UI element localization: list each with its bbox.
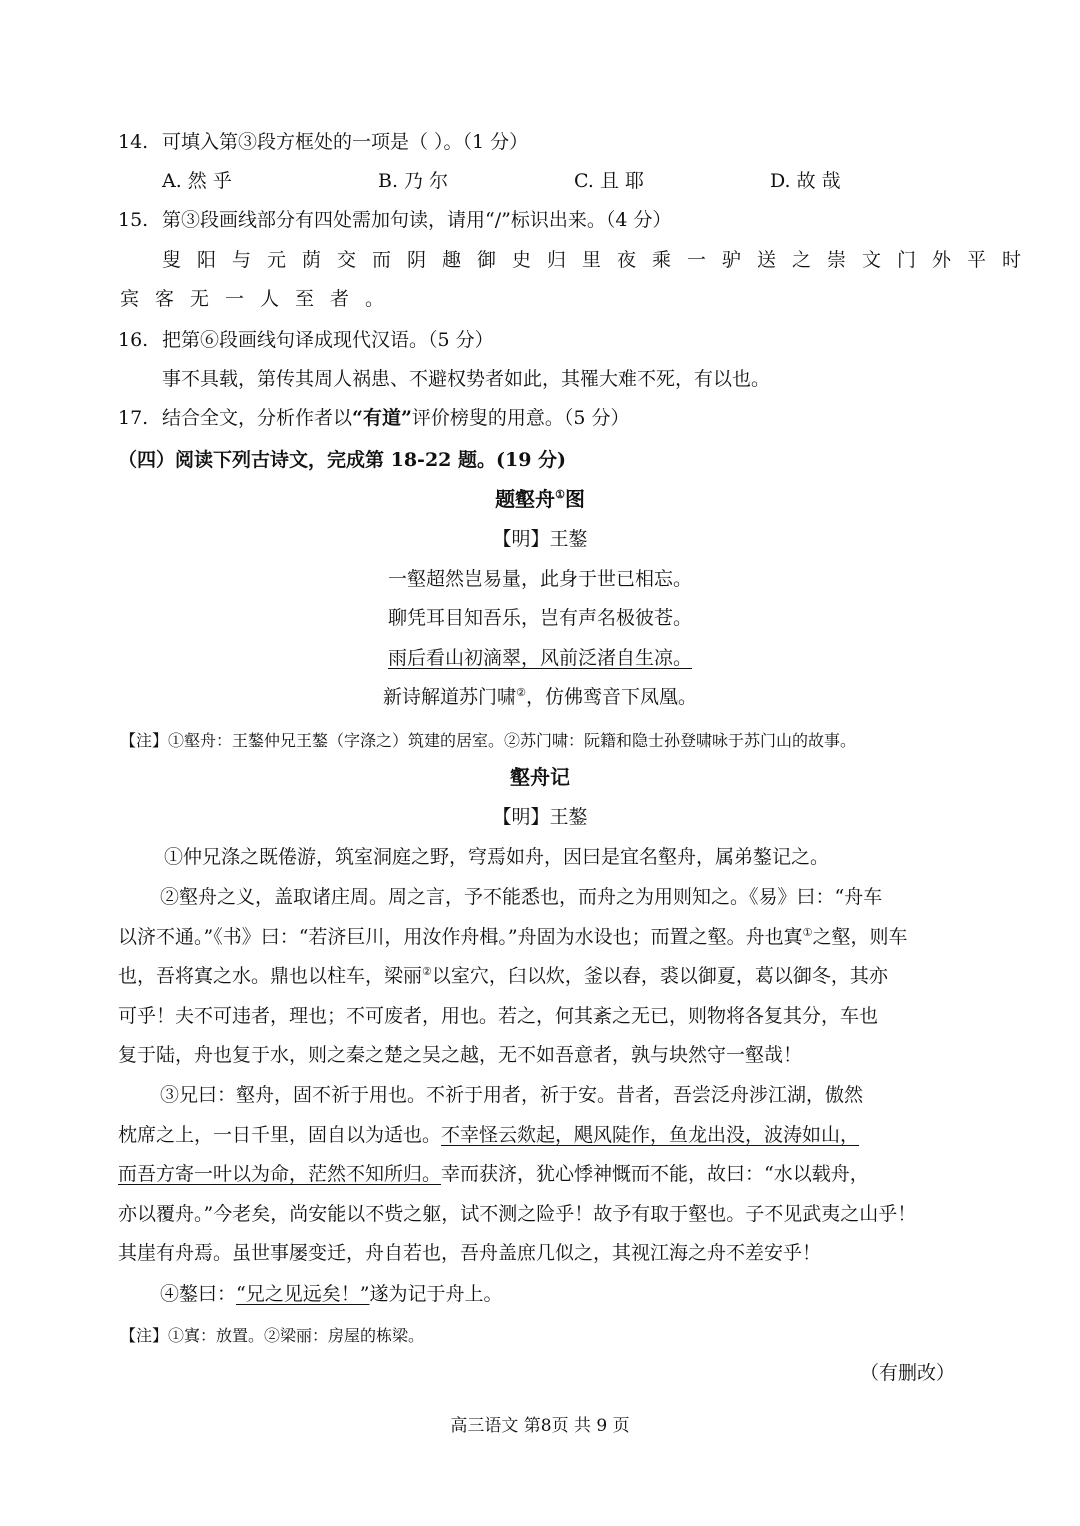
question-14 bbox=[118, 130, 528, 154]
poem-line-underlined: 雨后看山初滴翠，风前泛渚自生凉。 bbox=[387, 647, 692, 669]
question-number: 14. bbox=[118, 131, 149, 153]
essay-text: ④鏊曰： bbox=[160, 1283, 237, 1305]
page-footer: 高三语文 第8页 共 9 页 bbox=[450, 1416, 630, 1436]
essay-note: 【注】①寘：放置。②梁丽：房屋的栋梁。 bbox=[120, 1326, 425, 1345]
essay-underlined-text: “兄之见远矣！” bbox=[236, 1283, 370, 1305]
question-number: 16. bbox=[118, 329, 149, 351]
poem-note: 【注】①壑舟：王鏊仲兄王鏊（字涤之）筑建的居室。②苏门啸：阮籍和隐士孙登啸咏于苏门山的故事。 bbox=[120, 731, 857, 750]
poem-line-text-end: ，仿佛鸾音下凤凰。 bbox=[525, 686, 697, 708]
essay-paragraph-2-line bbox=[118, 925, 908, 949]
question-16 bbox=[118, 328, 494, 352]
essay-text: 枕席之上，一日千里，固自以为适也。 bbox=[118, 1124, 442, 1146]
essay-underlined-text: 不幸怪云欻起，飓风陡作，鱼龙出没，波涛如山， bbox=[441, 1124, 860, 1146]
essay-paragraph-3-line bbox=[118, 1123, 859, 1147]
question-keyword: “有道” bbox=[352, 407, 412, 429]
poem-line-text: 新诗解道苏门啸 bbox=[383, 686, 517, 708]
question-number: 17. bbox=[118, 407, 149, 429]
option-a: A. 然 乎 bbox=[162, 170, 232, 192]
essay-underlined-text: 而吾方寄一叶以为命，茫然不知所归。 bbox=[118, 1163, 442, 1185]
essay-footnote-mark: ① bbox=[802, 926, 813, 939]
question-15 bbox=[118, 208, 671, 232]
poem-title bbox=[0, 487, 1080, 511]
essay-text: 以室穴，臼以炊，釜以舂，裘以御夏，葛以御冬，其亦 bbox=[431, 965, 888, 987]
punctuation-passage-line2: 宾客无一人至者。 bbox=[120, 288, 401, 310]
essay-paragraph-2-line: ②壑舟之义，盖取诸庄周。周之言，予不能悉也，而舟之为用则知之。《易》曰：“舟车 bbox=[160, 886, 883, 908]
essay-paragraph-1: ①仲兄涤之既倦游，筑室洞庭之野，穹焉如舟，因曰是宜名壑舟，属弟鏊记之。 bbox=[164, 846, 830, 868]
essay-paragraph-4 bbox=[160, 1282, 502, 1306]
essay-paragraph-2-line bbox=[118, 964, 888, 988]
section-heading: （四）阅读下列古诗文，完成第 18-22 题。(19 分) bbox=[118, 449, 567, 471]
option-d: D. 故 哉 bbox=[770, 170, 841, 192]
essay-paragraph-3-line bbox=[118, 1162, 869, 1186]
punctuation-passage-line1: 叟阳与元荫交而阴趣御史归里夜乘一驴送之崇文门外平时 bbox=[162, 249, 1038, 271]
poem-title-text-end: 图 bbox=[564, 487, 585, 511]
essay-paragraph-2-line: 复于陆，舟也复于水，则之秦之楚之吴之越，无不如吾意者，孰与块然守一壑哉！ bbox=[118, 1044, 803, 1066]
source-remark: （有删改） bbox=[860, 1362, 956, 1384]
essay-footnote-mark: ② bbox=[422, 965, 432, 978]
question-text-after: 评价榜叟的用意。（5 分） bbox=[411, 407, 630, 429]
essay-text: 也，吾将寘之水。鼎也以柱车，梁丽 bbox=[118, 965, 423, 987]
option-c: C. 且 耶 bbox=[574, 170, 644, 192]
essay-paragraph-3-line: 其崖有舟焉。虽世事屡变迁，舟自若也，吾舟盖庶几似之，其视江海之舟不差安乎！ bbox=[118, 1242, 822, 1264]
poem-author: 【明】王鏊 bbox=[492, 528, 588, 550]
question-text: 把第⑥段画线句译成现代汉语。（5 分） bbox=[162, 329, 494, 351]
essay-paragraph-2-line: 可乎！夫不可违者，理也；不可废者，用也。若之，何其紊之无已，则物将各复其分，车也 bbox=[118, 1005, 879, 1027]
option-b: B. 乃 尔 bbox=[378, 170, 449, 192]
essay-text: 幸而获济，犹心悸神慨而不能，故曰：“水以载舟， bbox=[441, 1163, 869, 1185]
poem-line: 一壑超然岂易量，此身于世已相忘。 bbox=[387, 568, 692, 590]
question-text: 可填入第③段方框处的一项是（ ）。（1 分） bbox=[162, 131, 529, 153]
question-text: 第③段画线部分有四处需加句读，请用“/”标识出来。（4 分） bbox=[162, 209, 672, 231]
question-17 bbox=[118, 406, 630, 430]
essay-author: 【明】王鏊 bbox=[492, 806, 588, 828]
essay-paragraph-3-line: 亦以覆舟。”今老矣，尚安能以不赀之躯，试不测之险乎！故予有取于壑也。子不见武夷之山乎！ bbox=[118, 1203, 917, 1225]
poem-line: 聊凭耳目知吾乐，岂有声名极彼苍。 bbox=[387, 607, 692, 629]
essay-paragraph-3-line: ③兄曰：壑舟，固不祈于用也。不祈于用者，祈于安。昔者，吾尝泛舟涉江湖，傲然 bbox=[160, 1084, 864, 1106]
poem-footnote-mark: ② bbox=[516, 686, 526, 699]
essay-text: 以济不通。”《书》曰：“若济巨川，用汝作舟楫。”舟固为水设也；而置之壑。舟也寘 bbox=[118, 926, 803, 948]
translation-sentence: 事不具载，第传其周人祸患、不避权势者如此，其罹大难不死，有以也。 bbox=[162, 368, 771, 390]
poem-line bbox=[0, 685, 1080, 709]
essay-title: 壑舟记 bbox=[510, 765, 570, 789]
essay-text: 遂为记于舟上。 bbox=[369, 1283, 503, 1305]
poem-title-footnote-mark: ① bbox=[555, 488, 565, 501]
poem-line-wrapper bbox=[0, 646, 1080, 670]
essay-text: 之壑，则车 bbox=[812, 926, 908, 948]
question-number: 15. bbox=[118, 209, 149, 231]
question-text-before: 结合全文，分析作者以 bbox=[162, 407, 353, 429]
poem-title-text: 题壑舟 bbox=[495, 487, 556, 511]
